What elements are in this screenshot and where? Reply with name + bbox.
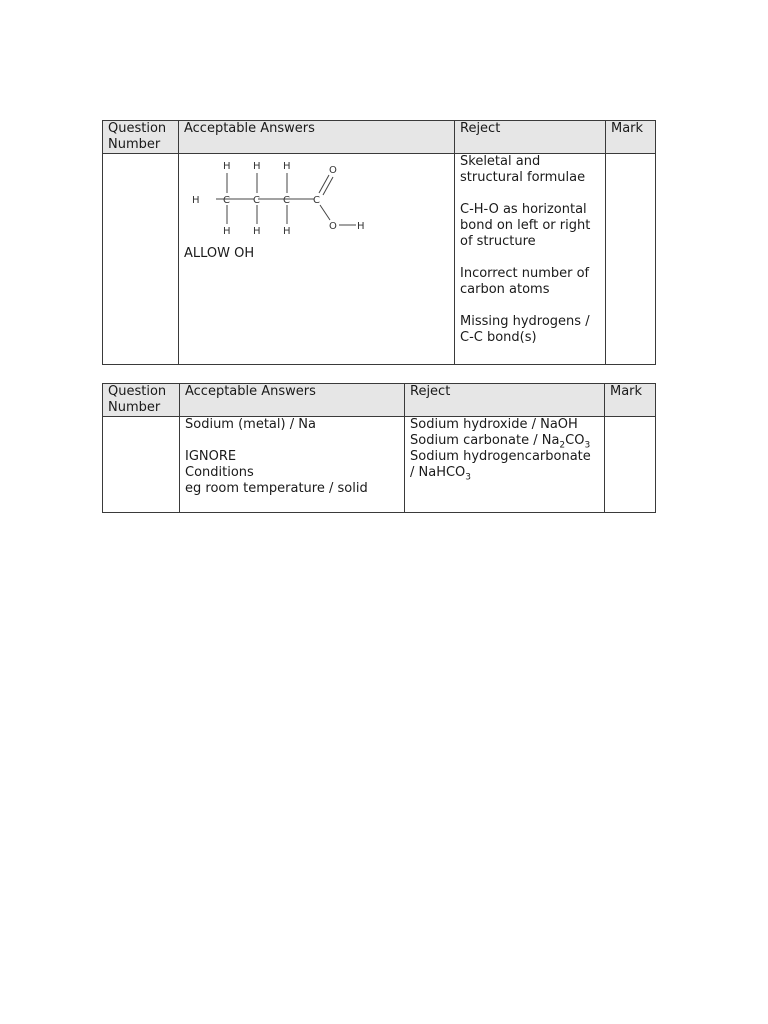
question-number-cell: [103, 154, 179, 365]
reject-line: of structure: [460, 234, 536, 249]
atom-h-top-2: H: [253, 161, 261, 172]
mark-scheme-table-1: [102, 120, 656, 365]
mark-scheme-table-2: [102, 383, 656, 513]
atom-h-top-3: H: [283, 161, 291, 172]
acceptable-answers-cell: [179, 154, 455, 365]
atom-c4: C: [313, 195, 320, 206]
ignore-item: Conditions: [185, 465, 254, 480]
reject-line-nahco3: / NaHCO$_3$: [410, 465, 472, 483]
reject-cell: [405, 417, 605, 513]
atom-h-bottom-3: H: [283, 226, 291, 237]
header-reject: Reject: [455, 121, 606, 154]
mark-cell: [605, 417, 656, 513]
atom-o-double: O: [329, 165, 337, 176]
reject-line: structural formulae: [460, 170, 586, 185]
reject-line: Sodium hydroxide / NaOH: [410, 417, 578, 432]
allow-oh-text: ALLOW OH: [184, 246, 255, 261]
atom-h-left: H: [192, 195, 200, 206]
ignore-example: eg room temperature / solid: [185, 481, 368, 496]
header-question-number: Question Number: [103, 384, 180, 417]
header-reject: Reject: [405, 384, 605, 417]
header-acceptable-answers: Acceptable Answers: [180, 384, 405, 417]
atom-h-top-1: H: [223, 161, 231, 172]
atom-c3: C: [283, 195, 290, 206]
header-mark: Mark: [605, 384, 656, 417]
atom-h-bottom-1: H: [223, 226, 231, 237]
mark-cell: [606, 154, 656, 365]
reject-line-sodium-carbonate: Sodium carbonate / $Na_2CO_3$: [410, 433, 591, 451]
atom-c2: C: [253, 195, 260, 206]
acceptable-answers-cell: [180, 417, 405, 513]
butanoic-acid-displayed-formula: [186, 155, 376, 237]
atom-h-hydroxyl: H: [357, 221, 365, 232]
reject-line: C-C bond(s): [460, 330, 537, 345]
header-mark: Mark: [606, 121, 656, 154]
atom-o-single: O: [329, 221, 337, 232]
reject-line: C-H-O as horizontal: [460, 202, 587, 217]
header-question-number: Question Number: [103, 121, 179, 154]
answer-line: Sodium (metal) / Na: [185, 417, 316, 432]
reject-line: Sodium hydrogencarbonate: [410, 449, 591, 464]
question-number-cell: [103, 417, 180, 513]
reject-line: carbon atoms: [460, 282, 550, 297]
reject-line: Skeletal and: [460, 154, 541, 169]
header-acceptable-answers: Acceptable Answers: [179, 121, 455, 154]
reject-line: Incorrect number of: [460, 266, 590, 281]
reject-cell: [455, 154, 606, 365]
reject-line: bond on left or right: [460, 218, 591, 233]
atom-h-bottom-2: H: [253, 226, 261, 237]
atom-c1: C: [223, 195, 230, 206]
ignore-label: IGNORE: [185, 449, 237, 464]
reject-line: Missing hydrogens /: [460, 314, 590, 329]
